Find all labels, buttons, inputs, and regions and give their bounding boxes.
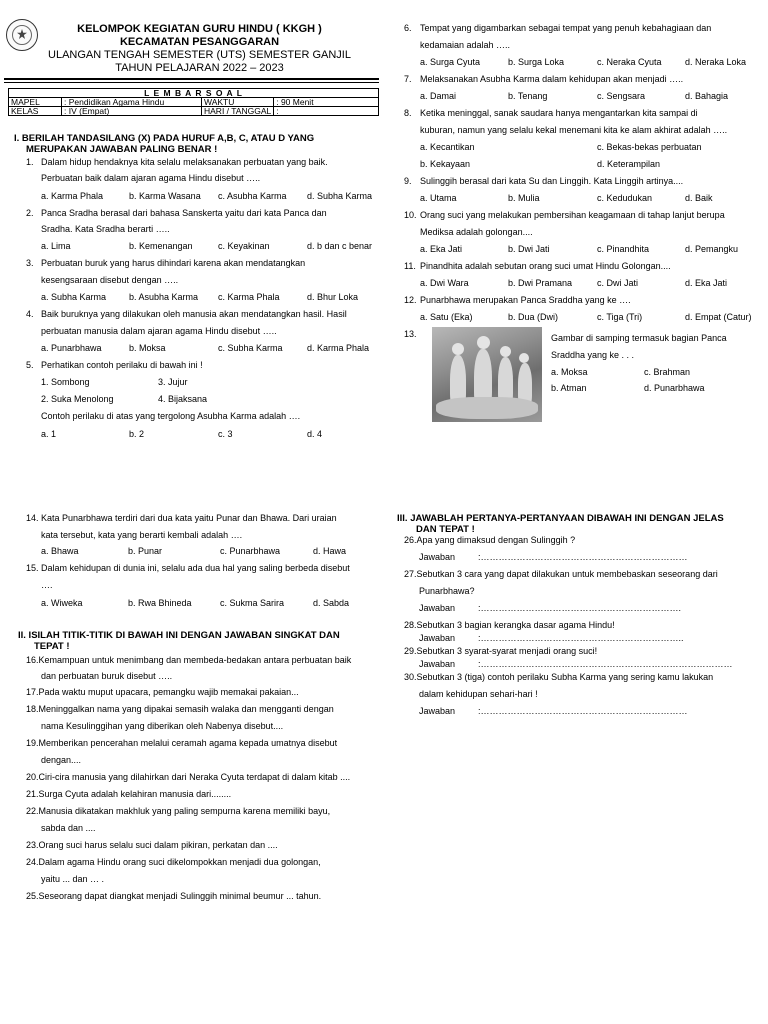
exam-info-table (8, 88, 379, 116)
q13-text: Gambar di samping termasuk bagian Panca (551, 333, 727, 343)
q9-option-b[interactable]: b. Mulia (508, 193, 540, 203)
q11-option-b[interactable]: b. Dwi Pramana (508, 278, 573, 288)
header-line-2: KECAMATAN PESANGGARAN (119, 36, 280, 48)
q16-text: 16.Kemampuan untuk menimbang dan membeda-bedakan antara perbuatan baik (26, 655, 352, 665)
q3-text: Perbuatan buruk yang harus dihindari karena akan mendatangkan (41, 258, 306, 268)
q2-option-b[interactable]: b. Kemenangan (129, 241, 193, 251)
q19-text-2: dengan.... (41, 755, 82, 765)
q3-option-d[interactable]: d. Bhur Loka (307, 292, 359, 302)
q5-option-c[interactable]: c. 3 (218, 429, 233, 439)
q18-text-2: nama Kesulinggihan yang diberikan oleh Nabenya disebut.... (41, 721, 284, 731)
section-2-heading-2: TEPAT ! (34, 641, 70, 652)
sheet-title: L E M B A R S O A L (9, 89, 379, 98)
q15-option-d[interactable]: d. Sabda (313, 598, 350, 608)
q5-item-4: 4. Bijaksana (158, 394, 208, 404)
q8-number: 8. (404, 108, 412, 118)
q12-option-b[interactable]: b. Dua (Dwi) (508, 312, 559, 322)
q16-text-2: dan perbuatan buruk disebut ….. (41, 671, 173, 681)
kelas-value: : IV (Empat) (62, 107, 202, 116)
q4-option-c[interactable]: c. Subha Karma (218, 343, 283, 353)
waktu-value: : 90 Menit (274, 98, 379, 107)
q9-option-c[interactable]: c. Kedudukan (597, 193, 653, 203)
q3-option-b[interactable]: b. Asubha Karma (129, 292, 199, 302)
q29-text: 29.Sebutkan 3 syarat-syarat menjadi orang suci! (404, 646, 598, 656)
q1-option-d[interactable]: d. Subha Karma (307, 191, 373, 201)
q27-answer-line[interactable]: :…………………………………………………………. (478, 603, 682, 613)
q1-option-a[interactable]: a. Karma Phala (41, 191, 104, 201)
q4-option-d[interactable]: d. Karma Phala (307, 343, 370, 353)
q4-number: 4. (26, 309, 34, 319)
header-rule-thin (4, 82, 379, 83)
q6-option-c[interactable]: c. Neraka Cyuta (597, 57, 662, 67)
q1-option-c[interactable]: c. Asubha Karma (218, 191, 287, 201)
q10-option-c[interactable]: c. Pinandhita (597, 244, 650, 254)
section-1-heading: I. BERILAH TANDASILANG (X) PADA HURUF A,B, C, ATAU D YANG (14, 133, 315, 144)
q3-text-2: kesengsaraan disebut dengan ….. (41, 275, 179, 285)
q10-text: Orang suci yang melakukan pembersihan keagamaan di tahap lanjut berupa (420, 210, 725, 220)
q26-jawaban-label: Jawaban (419, 552, 456, 562)
q5-option-b[interactable]: b. 2 (129, 429, 145, 439)
q7-option-a[interactable]: a. Damai (420, 91, 457, 101)
q11-number: 11. (404, 261, 416, 271)
q6-option-b[interactable]: b. Surga Loka (508, 57, 565, 67)
q2-option-a[interactable]: a. Lima (41, 241, 71, 251)
q5-item-1: 1. Sombong (41, 377, 90, 387)
q12-number: 12. (404, 295, 417, 305)
q10-text-2: Mediksa adalah golongan.... (420, 227, 533, 237)
q12-option-c[interactable]: c. Tiga (Tri) (597, 312, 643, 322)
q15-text-2: …. (41, 580, 53, 590)
q8-option-a[interactable]: a. Kecantikan (420, 142, 475, 152)
q9-option-a[interactable]: a. Utama (420, 193, 457, 203)
q4-option-b[interactable]: b. Moksa (129, 343, 166, 353)
q1-number: 1. (26, 157, 34, 167)
q4-text: Baik buruknya yang dilakukan oleh manusia akan mendatangkan hasil. Hasil (41, 309, 347, 319)
q5-text-2: Contoh perilaku di atas yang tergolong Asubha Karma adalah …. (41, 411, 301, 421)
q10-option-a[interactable]: a. Eka Jati (420, 244, 463, 254)
header-line-1: KELOMPOK KEGIATAN GURU HINDU ( KKGH ) (77, 23, 322, 35)
q5-item-2: 2. Suka Menolong (41, 394, 114, 404)
q28-jawaban-label: Jawaban (419, 633, 456, 643)
q7-text: Melaksanakan Asubha Karma dalam kehidupan akan menjadi ….. (420, 74, 684, 84)
q7-option-c[interactable]: c. Sengsara (597, 91, 646, 101)
q13-text-2: Sraddha yang ke . . . (551, 350, 635, 360)
q22-text-2: sabda dan .... (41, 823, 96, 833)
q22-text: 22.Manusia dikatakan makhluk yang paling sempurna karena memiliki bayu, (26, 806, 331, 816)
q12-option-d[interactable]: d. Empat (Catur) (685, 312, 752, 322)
q8-text-2: kuburan, namun yang selalu kekal menemani kita ke alam akhirat adalah ….. (420, 125, 728, 135)
q6-number: 6. (404, 23, 412, 33)
q26-text: 26.Apa yang dimaksud dengan Sulinggih ? (404, 535, 576, 545)
q2-option-d[interactable]: d. b dan c benar (307, 241, 373, 251)
q9-text: Sulinggih berasal dari kata Su dan Linggih. Kata Linggih artinya.... (420, 176, 684, 186)
q7-number: 7. (404, 74, 412, 84)
q23-text: 23.Orang suci harus selalu suci dalam pikiran, perkatan dan .... (26, 840, 278, 850)
q19-text: 19.Memberikan pencerahan melalui ceramah agama kepada umatnya disebut (26, 738, 338, 748)
q15-option-b[interactable]: b. Rwa Bhineda (128, 598, 192, 608)
q5-option-a[interactable]: a. 1 (41, 429, 57, 439)
q4-option-a[interactable]: a. Punarbhawa (41, 343, 102, 353)
header-line-3: ULANGAN TENGAH SEMESTER (UTS) SEMESTER GANJIL (48, 49, 351, 61)
q14-text: Kata Punarbhawa terdiri dari dua kata yaitu Punar dan Bhawa. Dari uraian (41, 513, 337, 523)
q7-option-d[interactable]: d. Bahagia (685, 91, 729, 101)
mapel-label: MAPEL (9, 98, 62, 107)
waktu-label: WAKTU (202, 98, 274, 107)
section-1-heading-2: MERUPAKAN JAWABAN PALING BENAR ! (26, 144, 218, 155)
section-3-heading-2: DAN TEPAT ! (416, 524, 475, 535)
header-rule-thick (4, 78, 379, 80)
q5-option-d[interactable]: d. 4 (307, 429, 323, 439)
q14-number: 14. (26, 513, 39, 523)
q13-number: 13. (404, 329, 417, 339)
q6-text-2: kedamaian adalah ….. (420, 40, 511, 50)
q27-text: 27.Sebutkan 3 cara yang dapat dilakukan untuk membebaskan seseorang dari (404, 569, 718, 579)
q3-option-a[interactable]: a. Subha Karma (41, 292, 107, 302)
q29-answer-line[interactable]: :………………………………………………………………………… (478, 659, 733, 669)
q24-text: 24.Dalam agama Hindu orang suci dikelompokkan menjadi dua golongan, (26, 857, 321, 867)
q30-jawaban-label: Jawaban (419, 706, 456, 716)
q30-text: 30.Sebutkan 3 (tiga) contoh perilaku Subha Karma yang sering kamu lakukan (404, 672, 714, 682)
q14-text-2: kata tersebut, kata yang berarti kembali adalah …. (41, 530, 243, 540)
q9-option-d[interactable]: d. Baik (685, 193, 713, 203)
q7-option-b[interactable]: b. Tenang (508, 91, 548, 101)
q14-option-c[interactable]: c. Punarbhawa (220, 546, 281, 556)
section-2-heading: II. ISILAH TITIK-TITIK DI BAWAH INI DENGAN JAWABAN SINGKAT DAN (18, 630, 340, 641)
q5-text: Perhatikan contoh perilaku di bawah ini ! (41, 360, 203, 370)
q27-jawaban-label: Jawaban (419, 603, 456, 613)
section-3-heading: III. JAWABLAH PERTANYA-PERTANYAAN DIBAWAH INI DENGAN JELAS (397, 513, 724, 524)
q2-number: 2. (26, 208, 34, 218)
q11-option-d[interactable]: d. Eka Jati (685, 278, 728, 288)
q14-option-a[interactable]: a. Bhawa (41, 546, 79, 556)
q1-option-b[interactable]: b. Karma Wasana (129, 191, 201, 201)
kelas-label: KELAS (9, 107, 62, 116)
q2-text: Panca Sradha berasal dari bahasa Sanskerta yaitu dari kata Panca dan (41, 208, 327, 218)
q24-text-2: yaitu ... dan … . (41, 874, 105, 884)
header-line-4: TAHUN PELAJARAN 2022 – 2023 (115, 62, 284, 74)
q9-number: 9. (404, 176, 412, 186)
q8-text: Ketika meninggal, sanak saudara hanya mengantarkan kita sampai di (420, 108, 698, 118)
q21-text: 21.Surga Cyuta adalah kelahiran manusia dari........ (26, 789, 232, 799)
q18-text: 18.Meninggalkan nama yang dipakai semasih walaka dan mengganti dengan (26, 704, 334, 714)
q14-option-b[interactable]: b. Punar (128, 546, 163, 556)
mapel-value: : Pendidikan Agama Hindu (62, 98, 202, 107)
q6-option-a[interactable]: a. Surga Cyuta (420, 57, 481, 67)
q10-option-b[interactable]: b. Dwi Jati (508, 244, 550, 254)
q8-option-b[interactable]: b. Kekayaan (420, 159, 471, 169)
q30-text-2: dalam kehidupan sehari-hari ! (419, 689, 538, 699)
q13-option-c[interactable]: c. Brahman (644, 367, 691, 377)
q5-item-3: 3. Jujur (158, 377, 188, 387)
q11-option-c[interactable]: c. Dwi Jati (597, 278, 639, 288)
q15-option-c[interactable]: c. Sukma Sarira (220, 598, 285, 608)
q11-text: Pinandhita adalah sebutan orang suci umat Hindu Golongan.... (420, 261, 671, 271)
q10-number: 10. (404, 210, 417, 220)
q12-option-a[interactable]: a. Satu (Eka) (420, 312, 473, 322)
q5-number: 5. (26, 360, 34, 370)
q15-option-a[interactable]: a. Wiweka (41, 598, 83, 608)
q14-option-d[interactable]: d. Hawa (313, 546, 347, 556)
statue-group-image (432, 327, 542, 422)
q10-option-d[interactable]: d. Pemangku (685, 244, 739, 254)
q13-option-b[interactable]: b. Atman (551, 383, 587, 393)
q30-answer-line[interactable]: :…………………………………………………………… (478, 706, 688, 716)
q2-text-2: Sradha. Kata Sradha berarti ….. (41, 224, 170, 234)
q27-text-2: Punarbhawa? (419, 586, 475, 596)
q6-option-d[interactable]: d. Neraka Loka (685, 57, 747, 67)
q15-number: 15. (26, 563, 39, 573)
q6-text: Tempat yang digambarkan sebagai tempat yang penuh kebahagiaan dan (420, 23, 712, 33)
q1-text: Dalam hidup hendaknya kita selalu melaksanakan perbuatan yang baik. (41, 157, 328, 167)
q25-text: 25.Seseorang dapat diangkat menjadi Sulinggih minimal beumur ... tahun. (26, 891, 322, 901)
q3-number: 3. (26, 258, 34, 268)
q28-answer-line[interactable]: :………………………………………………………….. (478, 633, 684, 643)
hari-value: : (274, 107, 379, 116)
q3-option-c[interactable]: c. Karma Phala (218, 292, 280, 302)
hari-label: HARI / TANGGAL (202, 107, 274, 116)
q11-option-a[interactable]: a. Dwi Wara (420, 278, 469, 288)
q17-text: 17.Pada waktu muput upacara, pemangku wajib memakai pakaian... (26, 687, 299, 697)
q28-text: 28.Sebutkan 3 bagian kerangka dasar agama Hindu! (404, 620, 615, 630)
q13-option-a[interactable]: a. Moksa (551, 367, 588, 377)
q26-answer-line[interactable]: :…………………………………………………………… (478, 552, 688, 562)
q13-option-d[interactable]: d. Punarbhawa (644, 383, 705, 393)
q4-text-2: perbuatan manusia dalam ajaran agama Hindu disebut ….. (41, 326, 277, 336)
q2-option-c[interactable]: c. Keyakinan (218, 241, 270, 251)
q15-text: Dalam kehidupan di dunia ini, selalu ada dua hal yang saling berbeda disebut (41, 563, 350, 573)
q8-option-d[interactable]: d. Keterampilan (597, 159, 661, 169)
q8-option-c[interactable]: c. Bekas-bekas perbuatan (597, 142, 702, 152)
q29-jawaban-label: Jawaban (419, 659, 456, 669)
q20-text: 20.Ciri-cira manusia yang dilahirkan dari Neraka Cyuta terdapat di dalam kitab .... (26, 772, 351, 782)
q12-text: Punarbhawa merupakan Panca Sraddha yang ke …. (420, 295, 631, 305)
q1-text-2: Perbuatan baik dalam ajaran agama Hindu disebut ….. (41, 173, 261, 183)
